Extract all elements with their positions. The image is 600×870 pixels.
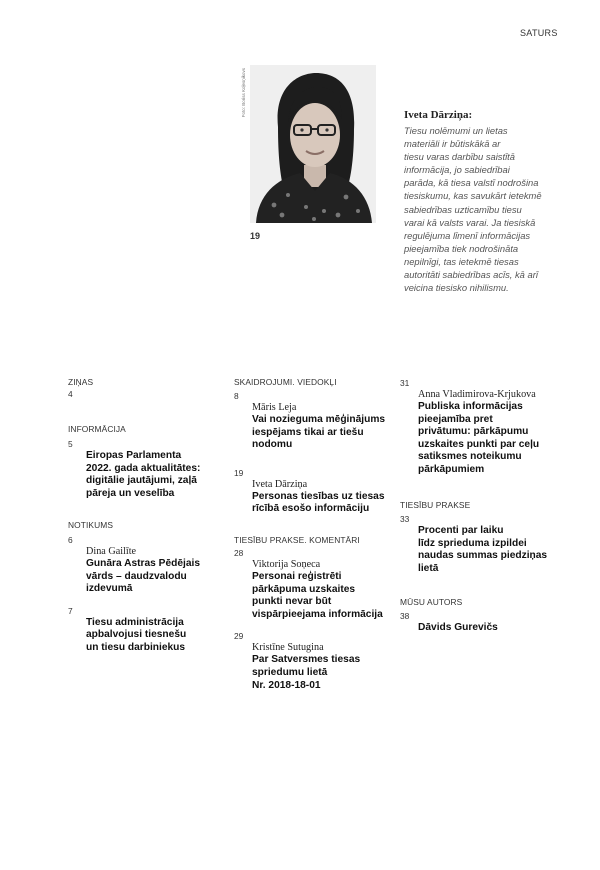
- title-line: apbalvojusi tiesnešu: [86, 629, 187, 641]
- title-line: Vai nozieguma mēģinājums: [252, 414, 386, 425]
- section-label: MŪSU AUTORS: [400, 597, 463, 607]
- title-line: vārds – daudzvalodu: [86, 570, 187, 582]
- toc-page-number: 33: [400, 514, 410, 524]
- toc-entry-author: Kristīne Sutugina: [252, 642, 324, 654]
- title-line: pāreja un veselība: [86, 487, 175, 499]
- title-line: Procenti par laiku: [418, 525, 504, 536]
- quote-line: nepilnīgi, tas ietekmē tiesas: [404, 255, 519, 267]
- quote-line: informācija, jo sabiedrībai: [404, 164, 510, 176]
- title-line: Tiesu administrācija: [86, 616, 184, 628]
- toc-page-number: 5: [68, 439, 73, 449]
- section-label: TIESĪBU PRAKSE. KOMENTĀRI: [234, 535, 360, 545]
- title-line: vispārpieejama informācija: [252, 608, 383, 620]
- quote-author: Iveta Dārziņa:: [404, 109, 473, 121]
- quote-line: regulējuma līmenī informācijas: [404, 229, 531, 241]
- toc-page-number: 4: [68, 389, 73, 399]
- toc-entry-title[interactable]: [400, 622, 498, 635]
- quote-line: Tiesu nolēmumi un lietas: [404, 125, 508, 136]
- toc-entry-author: Viktorija Soņeca: [252, 559, 321, 570]
- pull-quote: [404, 124, 554, 294]
- toc-entry-title[interactable]: [234, 654, 383, 692]
- toc-page-number: 28: [234, 548, 244, 558]
- toc-section-informacija: [68, 424, 200, 500]
- section-label: NOTIKUMS: [68, 520, 114, 530]
- title-line: rīcībā esošo informāciju: [252, 503, 370, 515]
- quote-line: tiesiskumu, kas savukārt ietekmē: [404, 190, 542, 202]
- title-line: Publiska informācijas: [418, 401, 523, 412]
- title-line: līdz sprieduma izpildei: [418, 537, 527, 549]
- title-line: lietā: [418, 562, 439, 574]
- toc-entry-title[interactable]: [400, 525, 547, 575]
- quote-line: sabiedrības uzticamību tiesu: [404, 203, 522, 215]
- quote-line: varai kā valsts varai. Ja tiesiskā: [404, 216, 536, 228]
- toc-entry-title[interactable]: [234, 491, 385, 516]
- quote-line: parāda, kā tiesa valstī nodrošina: [404, 177, 539, 189]
- author-portrait-photo: [250, 65, 376, 223]
- title-line: privātumu: pārkāpumu: [418, 426, 529, 438]
- title-line: Nr. 2018-18-01: [252, 679, 321, 691]
- quote-line: pieejamība tiek nodrošināta: [404, 242, 519, 254]
- title-line: 2022. gada aktualitātes:: [86, 462, 201, 474]
- title-line: naudas summas piedziņas: [418, 550, 548, 562]
- title-line: spriedumu lietā: [252, 666, 328, 678]
- toc-page-number: 29: [234, 631, 244, 642]
- toc-entry-title[interactable]: [68, 450, 200, 500]
- toc-section-tiesibu-prakse: [400, 500, 547, 575]
- toc-section-zinas: [68, 377, 93, 400]
- title-line: Personas tiesības uz tiesas: [252, 490, 385, 502]
- toc-page-number: 6: [68, 535, 73, 545]
- toc-page-number: 38: [400, 611, 410, 621]
- title-line: punkti nevar būt: [252, 596, 332, 608]
- toc-entry-author: Iveta Dārziņa: [252, 478, 308, 490]
- toc-entry-title[interactable]: [68, 558, 200, 596]
- toc-entry-title[interactable]: [234, 571, 383, 621]
- toc-page-number: 19: [234, 467, 244, 478]
- feature-page-number: 19: [250, 231, 261, 241]
- title-line: satiksmes noteikumu: [418, 451, 522, 463]
- section-label: INFORMĀCIJA: [68, 424, 126, 434]
- quote-line: materiāli ir būtiskākā ar: [404, 138, 501, 150]
- toc-section-notikums: [68, 520, 200, 655]
- title-line: iespējams tikai ar tiešu: [252, 426, 364, 438]
- title-line: pieejamība pret: [418, 413, 493, 425]
- title-line: Eiropas Parlamenta: [86, 450, 182, 461]
- toc-section-col3-top: [400, 377, 539, 477]
- title-line: uzskaites punkti par ceļu: [418, 438, 540, 450]
- section-label: TIESĪBU PRAKSE: [400, 500, 471, 510]
- toc-page-number: 7: [68, 605, 73, 616]
- toc-entry-title[interactable]: [400, 401, 539, 477]
- toc-entry-author: Māris Leja: [252, 402, 297, 413]
- title-line: digitālie jautājumi, zaļā: [86, 475, 197, 487]
- title-line: un tiesu darbiniekus: [86, 641, 186, 653]
- photo-credit: Foto: Boriss Koļesņikovs: [241, 68, 246, 118]
- title-line: nodomu: [252, 439, 293, 451]
- toc-page-number: 31: [400, 378, 410, 388]
- quote-line: veicina tiesisko nihilismu.: [404, 282, 509, 294]
- title-line: pārkāpumiem: [418, 463, 485, 475]
- title-line: Dāvids Gurevičs: [418, 622, 498, 633]
- toc-section-skaidrojumi: [234, 377, 385, 516]
- quote-line: autoritāti sabiedrības acīs, kā arī: [404, 269, 538, 281]
- title-line: Personai reģistrēti: [252, 571, 342, 582]
- quote-line: tiesu varas darbību saistītā: [404, 151, 515, 163]
- title-line: izdevumā: [86, 583, 133, 595]
- section-label: ZIŅAS: [68, 377, 94, 387]
- toc-entry-author: Dina Gailīte: [86, 546, 137, 557]
- toc-entry-title[interactable]: [68, 617, 200, 655]
- title-line: pārkāpuma uzskaites: [252, 583, 356, 595]
- toc-entry-author: Anna Vladimirova-Krjukova: [418, 389, 536, 400]
- toc-section-tiesibu-prakse-komentari: [234, 535, 383, 692]
- toc-section-musu-autors: [400, 597, 498, 635]
- title-line: Par Satversmes tiesas: [252, 654, 361, 666]
- running-head: SATURS: [520, 28, 558, 38]
- title-line: Gunāra Astras Pēdējais: [86, 558, 201, 569]
- section-label: SKAIDROJUMI. VIEDOKĻI: [234, 377, 337, 387]
- toc-page-number: 8: [234, 391, 239, 401]
- toc-entry-title[interactable]: [234, 414, 385, 452]
